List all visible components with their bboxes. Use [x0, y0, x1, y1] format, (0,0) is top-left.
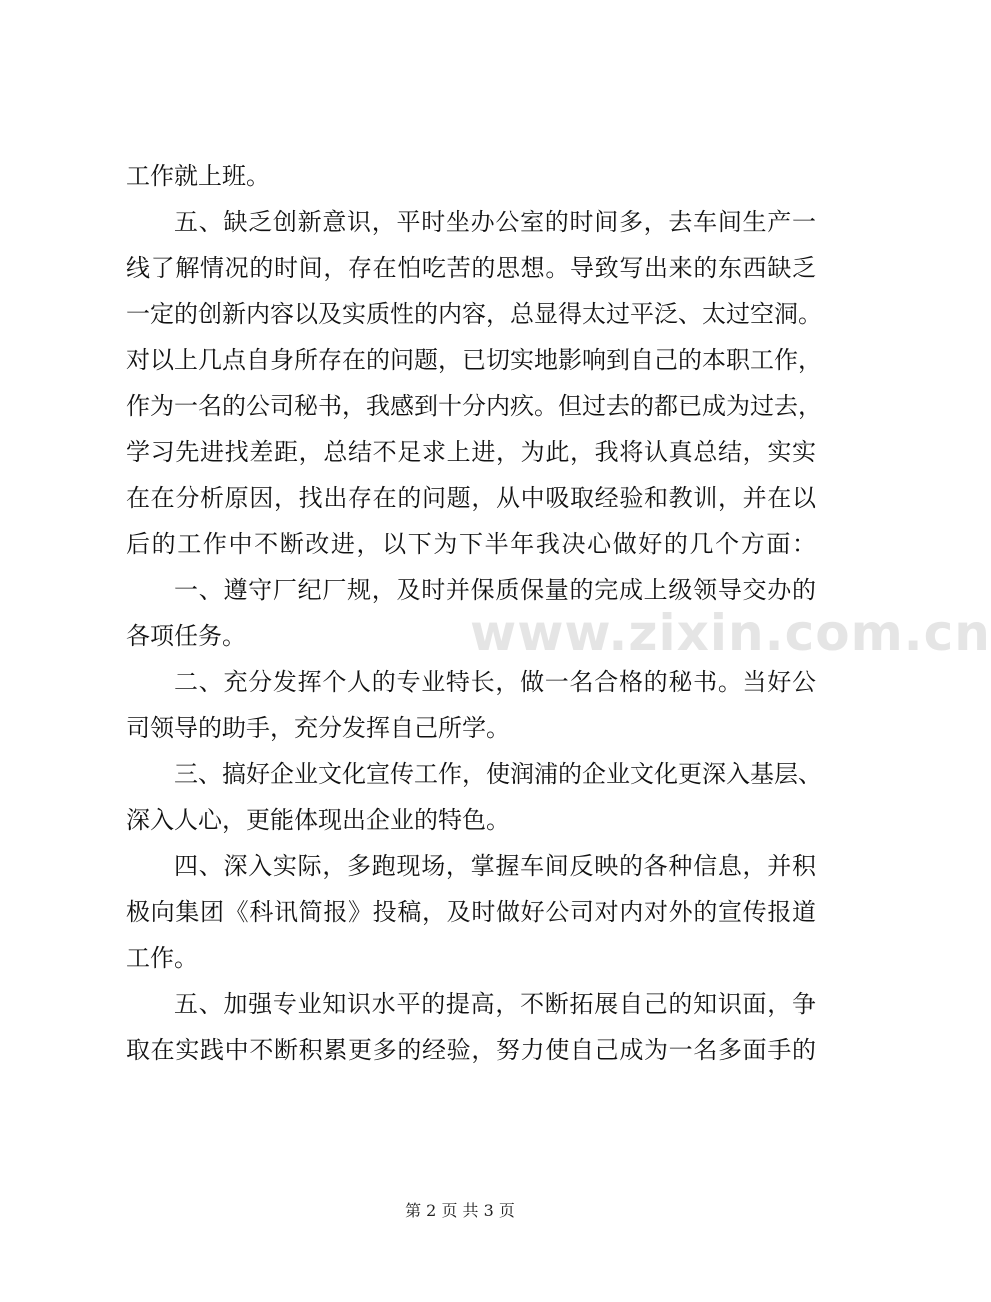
body-line: 对以上几点自身所存在的问题，已切实地影响到自己的本职工作， [126, 346, 822, 374]
body-line: 五、缺乏创新意识，平时坐办公室的时间多，去车间生产一 [174, 208, 816, 236]
body-line: 作为一名的公司秘书，我感到十分内疚。但过去的都已成为过去， [126, 392, 822, 420]
page-number-footer: 第 2 页 共 3 页 [405, 1201, 515, 1220]
body-line: 三、搞好企业文化宣传工作，使润浦的企业文化更深入基层、 [174, 760, 822, 788]
document-body [126, 162, 822, 1084]
body-line: 工作就上班。 [126, 162, 270, 190]
body-line: 线了解情况的时间，存在怕吃苦的思想。导致写出来的东西缺乏 [126, 254, 816, 282]
body-line: 司领导的助手，充分发挥自己所学。 [126, 714, 510, 742]
body-line: 后的工作中不断改进，以下为下半年我决心做好的几个方面： [126, 530, 816, 558]
body-line: 取在实践中不断积累更多的经验，努力使自己成为一名多面手的 [126, 1036, 816, 1064]
body-line: 四、深入实际，多跑现场，掌握车间反映的各种信息，并积 [174, 852, 816, 880]
body-line: 一、遵守厂纪厂规，及时并保质保量的完成上级领导交办的 [174, 576, 816, 604]
body-line: 工作。 [126, 944, 198, 972]
body-line: 深入人心，更能体现出企业的特色。 [126, 806, 510, 834]
body-line: 一定的创新内容以及实质性的内容，总显得太过平泛、太过空洞。 [126, 300, 822, 328]
body-line: 二、充分发挥个人的专业特长，做一名合格的秘书。当好公 [174, 668, 816, 696]
body-line: 各项任务。 [126, 622, 246, 650]
body-line: 在在分析原因，找出存在的问题，从中吸取经验和教训，并在以 [126, 484, 816, 512]
watermark: www.zixin.com.cn [470, 604, 991, 662]
body-line: 学习先进找差距，总结不足求上进，为此，我将认真总结，实实 [126, 438, 816, 466]
body-line: 五、加强专业知识水平的提高，不断拓展自己的知识面，争 [174, 990, 816, 1018]
body-line: 极向集团《科讯简报》投稿，及时做好公司对内对外的宣传报道 [126, 898, 816, 926]
